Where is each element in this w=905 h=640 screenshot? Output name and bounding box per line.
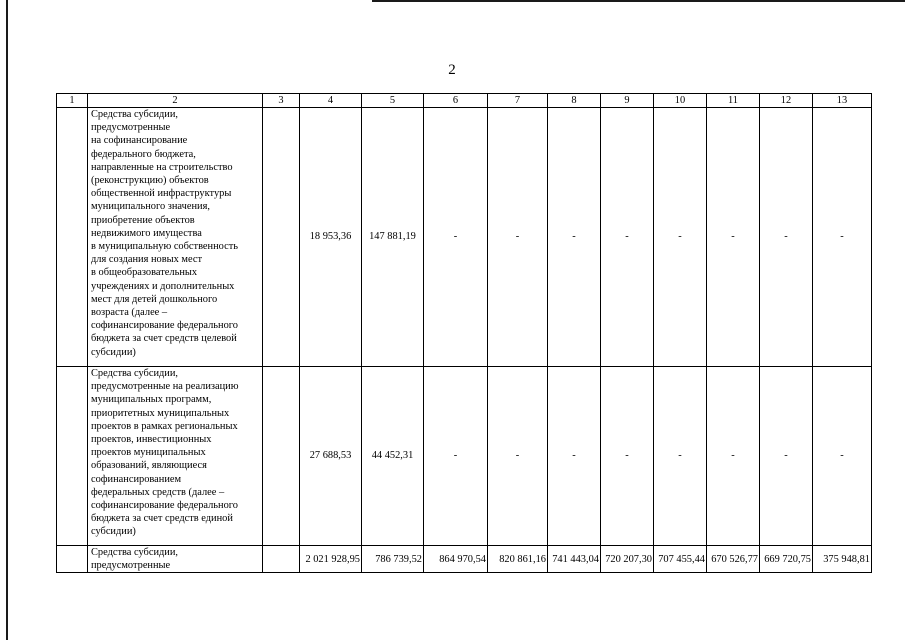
value-cell: 741 443,04 <box>548 546 601 573</box>
value-cell: 2 021 928,95 <box>300 546 362 573</box>
table-row <box>57 546 872 573</box>
value-cell: - <box>488 108 548 367</box>
header-cell: 1 <box>57 94 88 108</box>
header-cell: 9 <box>601 94 654 108</box>
value-cell: 670 526,77 <box>707 546 760 573</box>
value-cell: - <box>488 367 548 546</box>
value-cell: - <box>654 108 707 367</box>
value-cell: - <box>707 108 760 367</box>
header-cell: 10 <box>654 94 707 108</box>
header-cell: 8 <box>548 94 601 108</box>
page-edge-left <box>6 0 8 640</box>
table-row <box>57 108 872 367</box>
value-cell: 18 953,36 <box>300 108 362 367</box>
header-cell: 7 <box>488 94 548 108</box>
value-cell: - <box>548 108 601 367</box>
header-cell: 5 <box>362 94 424 108</box>
value-cell: - <box>813 108 872 367</box>
value-cell: - <box>601 108 654 367</box>
header-row <box>57 94 872 108</box>
value-cell: - <box>760 108 813 367</box>
budget-table <box>56 93 872 573</box>
page-number: 2 <box>448 62 456 78</box>
row-number-cell <box>57 546 88 573</box>
row-number-cell <box>57 108 88 367</box>
description-cell: Средства субсидии, предусмотренные на реализацию муниципальных программ, приоритетных муниципальных проектов в рамках региональных проектов, инвестиционных проектов муниципальных образований, являющиеся софинансированием федеральных средств (далее – софинансирование федерального бюджета за счет средств единой субсидии) <box>88 367 263 546</box>
header-cell: 2 <box>88 94 263 108</box>
description-cell: Средства субсидии, предусмотренные на софинансирование федерального бюджета, направленные на строительство (реконструкцию) объектов общественной инфраструктуры муниципального значения, приобретение объектов недвижимого имущества в муниципальную собственность для создания новых мест в общеобразовательных учреждениях и дополнительных мест для детей дошкольного возраста (далее – софинансирование федерального бюджета за счет средств целевой субсидии) <box>88 108 263 367</box>
value-cell: 669 720,75 <box>760 546 813 573</box>
value-cell: 707 455,44 <box>654 546 707 573</box>
value-cell: 720 207,30 <box>601 546 654 573</box>
value-cell <box>263 108 300 367</box>
value-cell: 147 881,19 <box>362 108 424 367</box>
header-cell: 6 <box>424 94 488 108</box>
value-cell: 786 739,52 <box>362 546 424 573</box>
description-cell: Средства субсидии, предусмотренные <box>88 546 263 573</box>
page-edge-top <box>372 0 905 2</box>
value-cell: - <box>654 367 707 546</box>
value-cell <box>263 546 300 573</box>
value-cell <box>263 367 300 546</box>
header-cell: 12 <box>760 94 813 108</box>
value-cell: - <box>424 367 488 546</box>
value-cell: 820 861,16 <box>488 546 548 573</box>
value-cell: - <box>424 108 488 367</box>
value-cell: 27 688,53 <box>300 367 362 546</box>
value-cell: - <box>707 367 760 546</box>
row-number-cell <box>57 367 88 546</box>
value-cell: 375 948,81 <box>813 546 872 573</box>
value-cell: - <box>601 367 654 546</box>
value-cell: 44 452,31 <box>362 367 424 546</box>
value-cell: - <box>548 367 601 546</box>
table-row <box>57 367 872 546</box>
header-cell: 4 <box>300 94 362 108</box>
header-cell: 3 <box>263 94 300 108</box>
value-cell: - <box>760 367 813 546</box>
value-cell: - <box>813 367 872 546</box>
header-cell: 13 <box>813 94 872 108</box>
header-cell: 11 <box>707 94 760 108</box>
value-cell: 864 970,54 <box>424 546 488 573</box>
